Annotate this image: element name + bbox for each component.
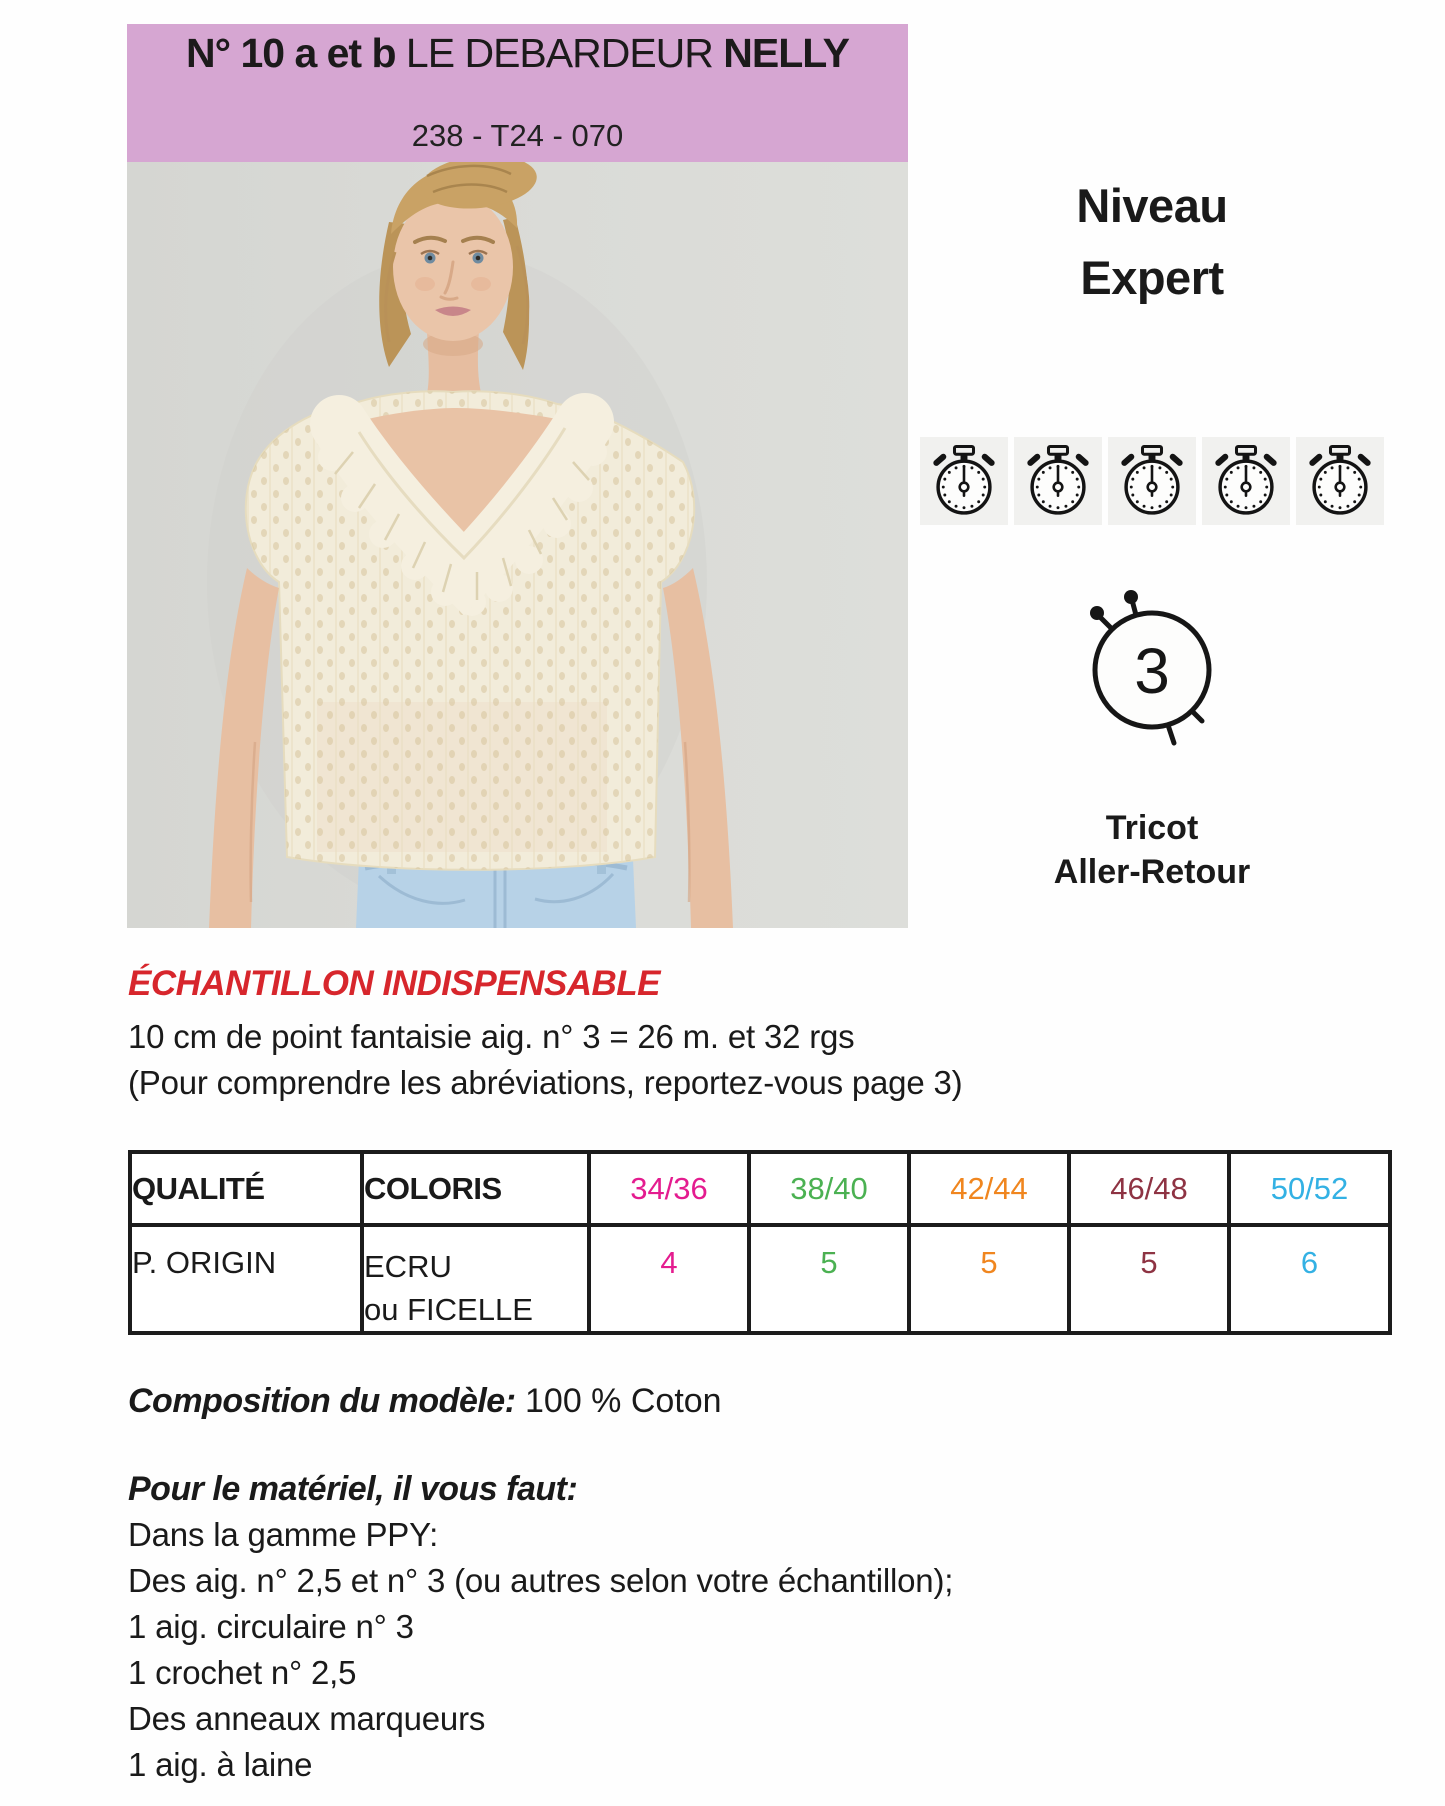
pattern-garment: LE DEBARDEUR [395,30,724,76]
model-photo [127,162,908,928]
cell-qty-34-36: 4 [589,1225,749,1333]
banner [127,24,908,162]
coloris-line-1: ECRU [364,1249,452,1284]
pattern-reference: 238 - T24 - 070 [411,118,624,153]
materials-line: Des aig. n° 2,5 et n° 3 (ou autres selon votre échantillon); [128,1562,954,1599]
level-line-2: Expert [1080,251,1224,304]
cell-qty-42-44: 5 [909,1225,1069,1333]
level-label [905,170,1399,314]
header-size-34-36: 34/36 [589,1152,749,1225]
time-rating [905,437,1399,525]
yarn-ball-badge [905,583,1399,753]
sizes-table [128,1150,1392,1335]
technique-label [905,806,1399,894]
stopwatch-icon [1014,437,1102,525]
sizes-table-data-row [130,1225,1390,1333]
materials-line: 1 crochet n° 2,5 [128,1654,357,1691]
materials-section [128,1466,1328,1788]
materials-line: Des anneaux marqueurs [128,1700,486,1737]
gauge-section [128,964,1228,1106]
header-coloris: COLORIS [362,1152,589,1225]
materials-line: 1 aig. circulaire n° 3 [128,1608,414,1645]
coloris-line-2: ou FICELLE [364,1292,533,1327]
stopwatch-icon [1202,437,1290,525]
cell-coloris [362,1225,589,1333]
knitting-needles-ball-icon [1077,583,1227,753]
header-size-42-44: 42/44 [909,1152,1069,1225]
composition-value: 100 % Coton [525,1382,722,1420]
gauge-heading: ÉCHANTILLON INDISPENSABLE [128,964,660,1003]
gauge-line-1: 10 cm de point fantaisie aig. n° 3 = 26 m. et 32 rgs [128,1018,855,1055]
header-qualite: QUALITÉ [130,1152,362,1225]
needle-size-number: 3 [1134,635,1170,707]
pattern-number: N° 10 a et b [186,30,396,76]
pattern-title [135,30,900,77]
gauge-line-2: (Pour comprendre les abréviations, reportez-vous page 3) [128,1064,963,1101]
sizes-table-header-row [130,1152,1390,1225]
stopwatch-icon [920,437,1008,525]
stopwatch-icon [1296,437,1384,525]
header-size-46-48: 46/48 [1069,1152,1229,1225]
level-line-1: Niveau [1076,179,1228,232]
pattern-meta [905,0,1399,950]
stopwatch-icon [1108,437,1196,525]
cell-qty-50-52: 6 [1229,1225,1390,1333]
cell-qty-38-40: 5 [749,1225,909,1333]
composition-line [128,1382,722,1421]
model-photo-illustration [127,162,908,928]
header-size-50-52: 50/52 [1229,1152,1390,1225]
technique-line-2: Aller-Retour [1053,853,1251,891]
pattern-name: NELLY [723,30,849,76]
cell-qty-46-48: 5 [1069,1225,1229,1333]
composition-label: Composition du modèle: [128,1382,516,1420]
materials-line: Dans la gamme PPY: [128,1516,439,1553]
materials-heading: Pour le matériel, il vous faut: [128,1470,578,1508]
cell-quality: P. ORIGIN [130,1225,362,1333]
technique-line-1: Tricot [1105,809,1199,847]
header-size-38-40: 38/40 [749,1152,909,1225]
materials-line: 1 aig. à laine [128,1746,313,1783]
